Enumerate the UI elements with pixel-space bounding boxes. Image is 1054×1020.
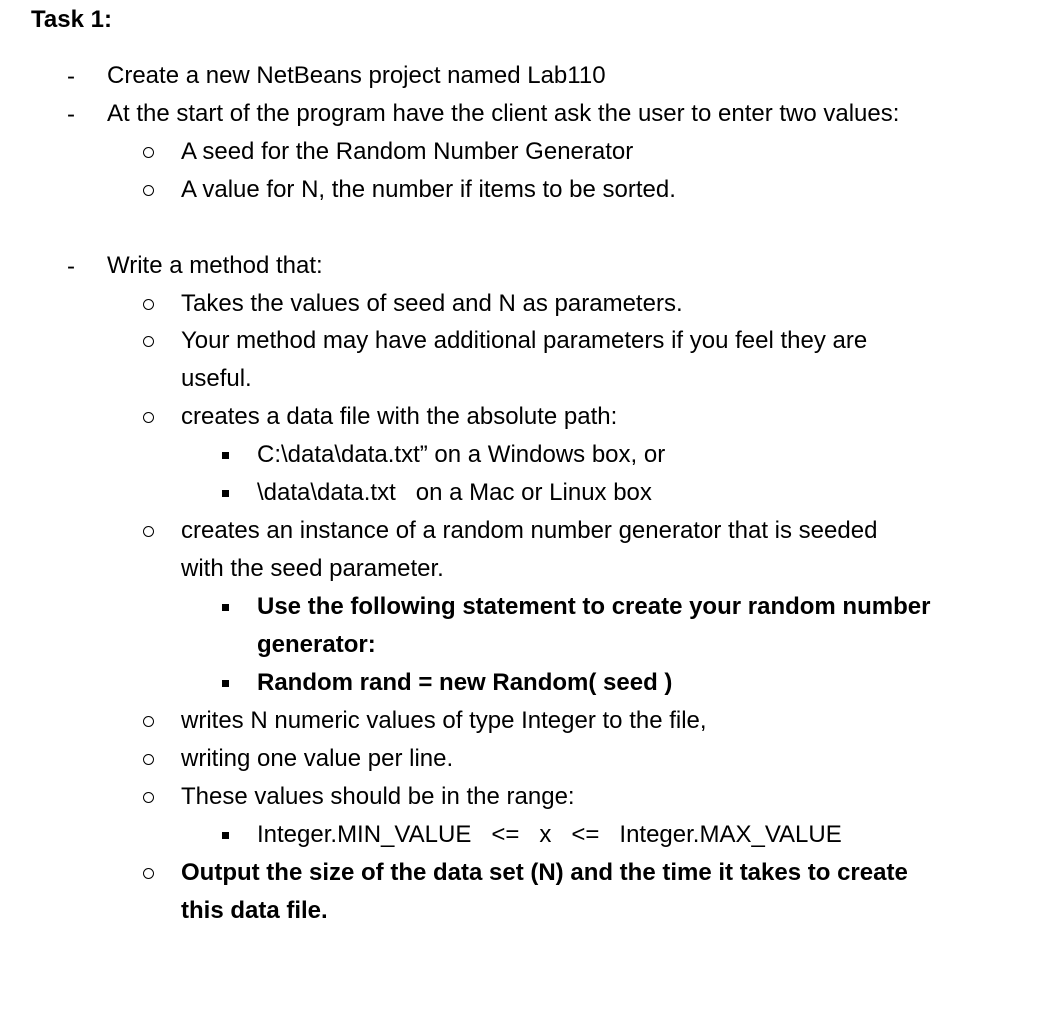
page-title: Task 1: bbox=[31, 6, 112, 33]
list-item: At the start of the program have the client ask the user to enter two values: bbox=[107, 100, 900, 127]
square-bullet bbox=[222, 680, 229, 687]
dash-bullet: - bbox=[67, 63, 75, 90]
list-item: Random rand = new Random( seed ) bbox=[257, 669, 673, 696]
list-item-continuation: with the seed parameter. bbox=[181, 555, 444, 582]
circle-bullet bbox=[143, 754, 154, 765]
list-item-continuation: generator: bbox=[257, 631, 376, 658]
circle-bullet bbox=[143, 185, 154, 196]
list-item: Output the size of the data set (N) and the time it takes to create bbox=[181, 859, 908, 886]
list-item: Integer.MIN_VALUE <= x <= Integer.MAX_VALUE bbox=[257, 821, 842, 848]
list-item-continuation: this data file. bbox=[181, 897, 328, 924]
circle-bullet bbox=[143, 336, 154, 347]
list-item: Write a method that: bbox=[107, 252, 323, 279]
circle-bullet bbox=[143, 299, 154, 310]
circle-bullet bbox=[143, 716, 154, 727]
square-bullet bbox=[222, 604, 229, 611]
square-bullet bbox=[222, 452, 229, 459]
list-item: These values should be in the range: bbox=[181, 783, 575, 810]
list-item: creates an instance of a random number generator that is seeded bbox=[181, 517, 878, 544]
circle-bullet bbox=[143, 412, 154, 423]
list-item: C:\data\data.txt” on a Windows box, or bbox=[257, 441, 666, 468]
list-item-continuation: useful. bbox=[181, 365, 252, 392]
list-item: Create a new NetBeans project named Lab110 bbox=[107, 62, 606, 89]
circle-bullet bbox=[143, 868, 154, 879]
list-item: writes N numeric values of type Integer to the file, bbox=[181, 707, 707, 734]
list-item: Your method may have additional parameters if you feel they are bbox=[181, 327, 868, 354]
list-item: Takes the values of seed and N as parameters. bbox=[181, 290, 683, 317]
list-item: creates a data file with the absolute path: bbox=[181, 403, 618, 430]
list-item: A value for N, the number if items to be sorted. bbox=[181, 176, 676, 203]
list-item: \data\data.txt on a Mac or Linux box bbox=[257, 479, 652, 506]
circle-bullet bbox=[143, 792, 154, 803]
circle-bullet bbox=[143, 147, 154, 158]
list-item: Use the following statement to create your random number bbox=[257, 593, 931, 620]
square-bullet bbox=[222, 490, 229, 497]
circle-bullet bbox=[143, 526, 154, 537]
list-item: A seed for the Random Number Generator bbox=[181, 138, 634, 165]
dash-bullet: - bbox=[67, 101, 75, 128]
list-item: writing one value per line. bbox=[181, 745, 454, 772]
square-bullet bbox=[222, 832, 229, 839]
dash-bullet: - bbox=[67, 253, 75, 280]
